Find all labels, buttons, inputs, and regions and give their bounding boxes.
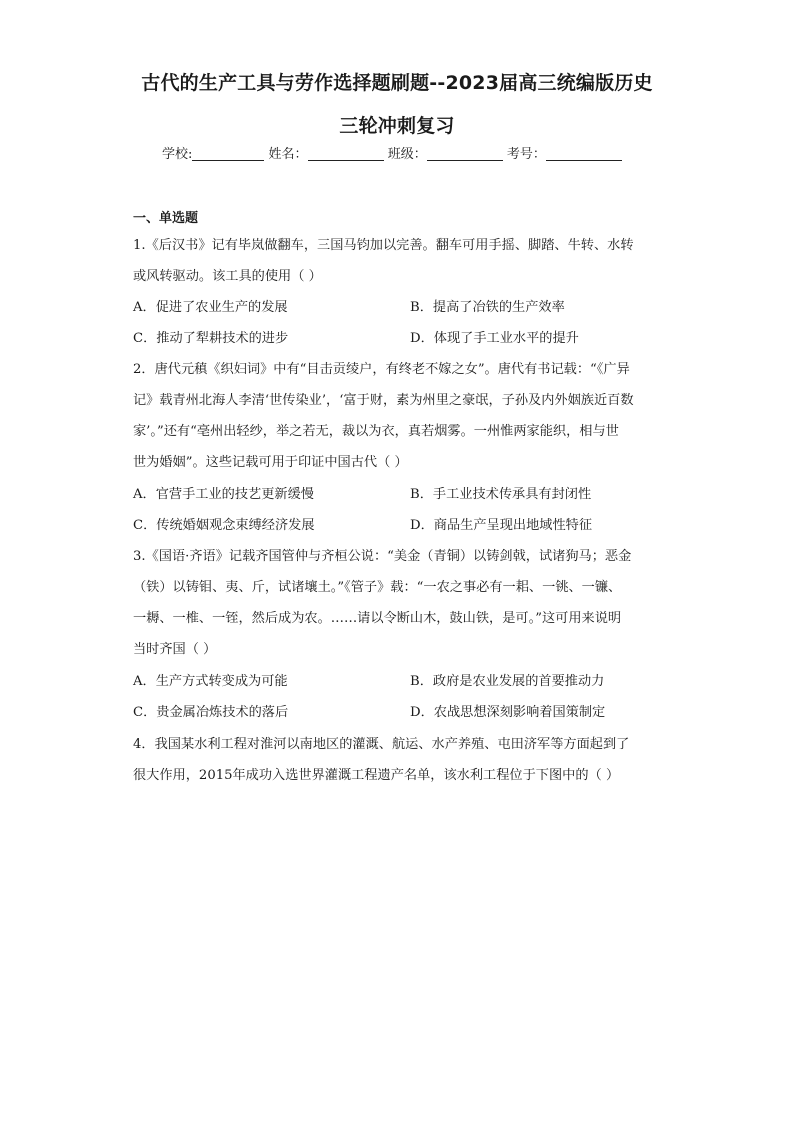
option-c[interactable]: C．传统婚姻观念束缚经济发展 bbox=[133, 518, 315, 533]
option-b[interactable]: B．政府是农业发展的首要推动力 bbox=[410, 674, 605, 689]
name-label: 姓名： bbox=[268, 147, 308, 162]
option-d[interactable]: D．商品生产呈现出地域性特征 bbox=[410, 518, 593, 533]
option-b[interactable]: B．提高了冶铁的生产效率 bbox=[410, 300, 565, 315]
question-line: 4．我国某水利工程对淮河以南地区的灌溉、航运、水产养殖、屯田济军等方面起到了 bbox=[133, 737, 630, 752]
option-c[interactable]: C．推动了犁耕技术的进步 bbox=[133, 331, 289, 346]
name-blank[interactable] bbox=[308, 146, 384, 161]
question-line: 或风转驱动。该工具的使用（ ） bbox=[133, 269, 322, 284]
question-line: 一耨、一椎、一铚，然后成为农。……请以令断山木，鼓山铁，是可。”这可用来说明 bbox=[133, 611, 622, 626]
question-line: 1.《后汉书》记有毕岚做翻车，三国马钧加以完善。翻车可用手摇、脚踏、牛转、水转 bbox=[133, 238, 634, 253]
option-b[interactable]: B．手工业技术传承具有封闭性 bbox=[410, 487, 592, 502]
option-d[interactable]: D．农战思想深刻影响着国策制定 bbox=[410, 705, 606, 720]
document-title-line2: 三轮冲刺复习 bbox=[339, 115, 455, 137]
number-blank[interactable] bbox=[546, 146, 622, 161]
question-line: 世为婚姻”。这些记载可用于印证中国古代（ ） bbox=[133, 455, 408, 470]
school-blank[interactable] bbox=[192, 146, 264, 161]
question-line: 家’。”还有“亳州出轻纱，举之若无，裁以为衣，真若烟雾。一州惟两家能织，相与世 bbox=[133, 424, 619, 439]
class-label: 班级： bbox=[387, 147, 427, 162]
option-c[interactable]: C．贵金属冶炼技术的落后 bbox=[133, 705, 289, 720]
question-line: 当时齐国（ ） bbox=[133, 642, 217, 657]
question-line: （铁）以铸钼、夷、斤，试诸壤土。”《管子》载：“一农之事必有一耜、一铫、一镰、 bbox=[133, 580, 622, 595]
class-blank[interactable] bbox=[427, 146, 503, 161]
option-a[interactable]: A．促进了农业生产的发展 bbox=[133, 300, 288, 315]
student-info-row bbox=[162, 143, 622, 162]
section-heading: 一、单选题 bbox=[133, 211, 199, 226]
question-line: 很大作用，2015年成功入选世界灌溉工程遗产名单，该水利工程位于下图中的（ ） bbox=[133, 768, 620, 783]
option-a[interactable]: A．生产方式转变成为可能 bbox=[133, 674, 288, 689]
option-d[interactable]: D．体现了手工业水平的提升 bbox=[410, 331, 579, 346]
school-label: 学校: bbox=[162, 147, 193, 162]
document-title-line1: 古代的生产工具与劳作选择题刷题--2023届高三统编版历史 bbox=[141, 72, 653, 94]
question-line: 2．唐代元稹《织妇词》中有“目击贡绫户，有终老不嫁之女”。唐代有书记载：“《广异 bbox=[133, 362, 630, 377]
question-line: 记》载青州北海人李清‘世传染业’，‘富于财，素为州里之豪氓，子孙及内外姻族近百数 bbox=[133, 393, 634, 408]
number-label: 考号： bbox=[506, 147, 546, 162]
question-line: 3.《国语·齐语》记载齐国管仲与齐桓公说：“美金（青铜）以铸剑戟，试诸狗马；恶金 bbox=[133, 549, 632, 564]
option-a[interactable]: A．官营手工业的技艺更新缓慢 bbox=[133, 487, 314, 502]
